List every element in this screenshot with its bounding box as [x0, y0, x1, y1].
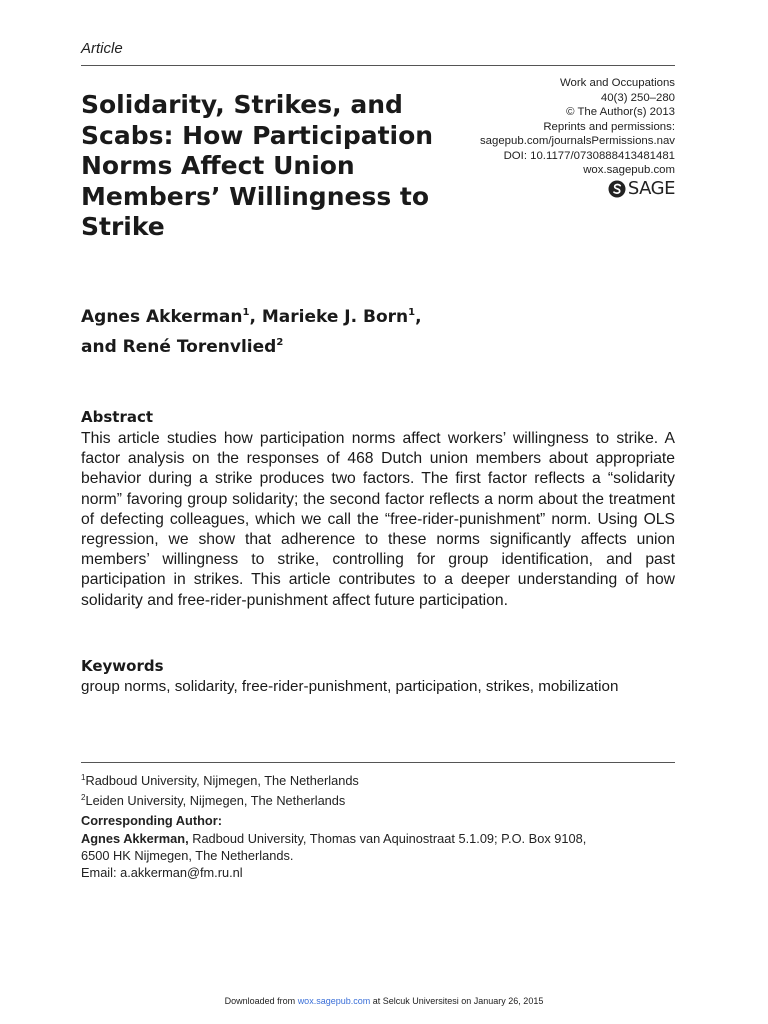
- reprints-url: sagepub.com/journalsPermissions.nav: [479, 135, 675, 147]
- affiliation-text: Radboud University, Nijmegen, The Netherlands: [85, 773, 359, 788]
- journal-website: wox.sagepub.com: [583, 164, 675, 176]
- download-notice: [0, 996, 768, 1006]
- header-divider: [81, 65, 675, 66]
- journal-volume: 40(3) 250–280: [600, 91, 675, 104]
- journal-doi: DOI: 10.1177/0730888413481481: [503, 149, 675, 162]
- author-name: René Torenvlied: [122, 337, 277, 357]
- author-separator: ,: [249, 307, 262, 327]
- corresponding-author-heading: Corresponding Author:: [81, 813, 222, 828]
- sage-logo: [608, 180, 675, 198]
- affiliation-item: [81, 789, 675, 809]
- download-prefix: Downloaded from: [224, 996, 298, 1006]
- affiliation-marker: 1: [242, 307, 250, 318]
- journal-copyright: © The Author(s) 2013: [566, 106, 675, 118]
- author-name: Agnes Akkerman: [81, 307, 243, 327]
- affiliation-marker: 1: [408, 307, 416, 318]
- affiliation-number: 2: [81, 793, 86, 802]
- article-type-label: Article: [81, 40, 123, 57]
- affiliation-text: Leiden University, Nijmegen, The Netherlands: [85, 793, 346, 808]
- reprints-label: Reprints and permissions:: [543, 120, 675, 133]
- affiliation-marker: 2: [276, 337, 284, 348]
- abstract-text: This article studies how participation norms affect workers’ willingness to strike. A factor analysis on the responses of 468 Dutch union members about appropriate behavior during a strike produces two factors. The first factor reflects a “solidarity norm” favoring group solidarity; the second factor reflects a norm about the treatment of defecting colleagues, which we call the “free-rider-punishment” norm. Using OLS regression, we show that adherence to these norms significantly affects union members’ willingness to strike, controlling for group identification, and past participation in strikes. This article contributes to a deeper understanding of how solidarity and free-rider-punishment affect future participation.: [81, 430, 675, 609]
- author-separator: ,: [415, 307, 422, 327]
- corresponding-address-line2: 6500 HK Nijmegen, The Netherlands.: [81, 848, 294, 863]
- corresponding-author-name: Agnes Akkerman,: [81, 831, 189, 846]
- author-conjunction: and: [81, 337, 123, 357]
- download-suffix: at Selcuk Universitesi on January 26, 2015: [370, 996, 544, 1006]
- affiliation-item: [81, 769, 675, 789]
- footnote-divider: [81, 762, 675, 763]
- download-link[interactable]: wox.sagepub.com: [297, 996, 371, 1006]
- journal-info-block: [415, 76, 675, 178]
- affiliation-number: 1: [81, 773, 86, 782]
- keywords-heading: Keywords: [81, 657, 164, 675]
- article-title: Solidarity, Strikes, and Scabs: How Participation Norms Affect Union Members’ Willingness to Strike: [81, 90, 434, 241]
- author-list: [81, 300, 641, 360]
- corresponding-address-line1: Radboud University, Thomas van Aquinostraat 5.1.09; P.O. Box 9108,: [188, 831, 587, 846]
- abstract-heading: Abstract: [81, 408, 154, 426]
- author-name: Marieke J. Born: [261, 307, 409, 327]
- sage-logo-text: SAGE: [627, 178, 675, 199]
- journal-name: Work and Occupations: [559, 77, 675, 89]
- corresponding-email[interactable]: Email: a.akkerman@fm.ru.nl: [81, 865, 243, 880]
- corresponding-author-details: [81, 830, 675, 881]
- keywords-text: group norms, solidarity, free-rider-punishment, participation, strikes, mobilization: [81, 678, 619, 695]
- affiliations: [81, 769, 675, 809]
- sage-logo-icon: [608, 180, 626, 198]
